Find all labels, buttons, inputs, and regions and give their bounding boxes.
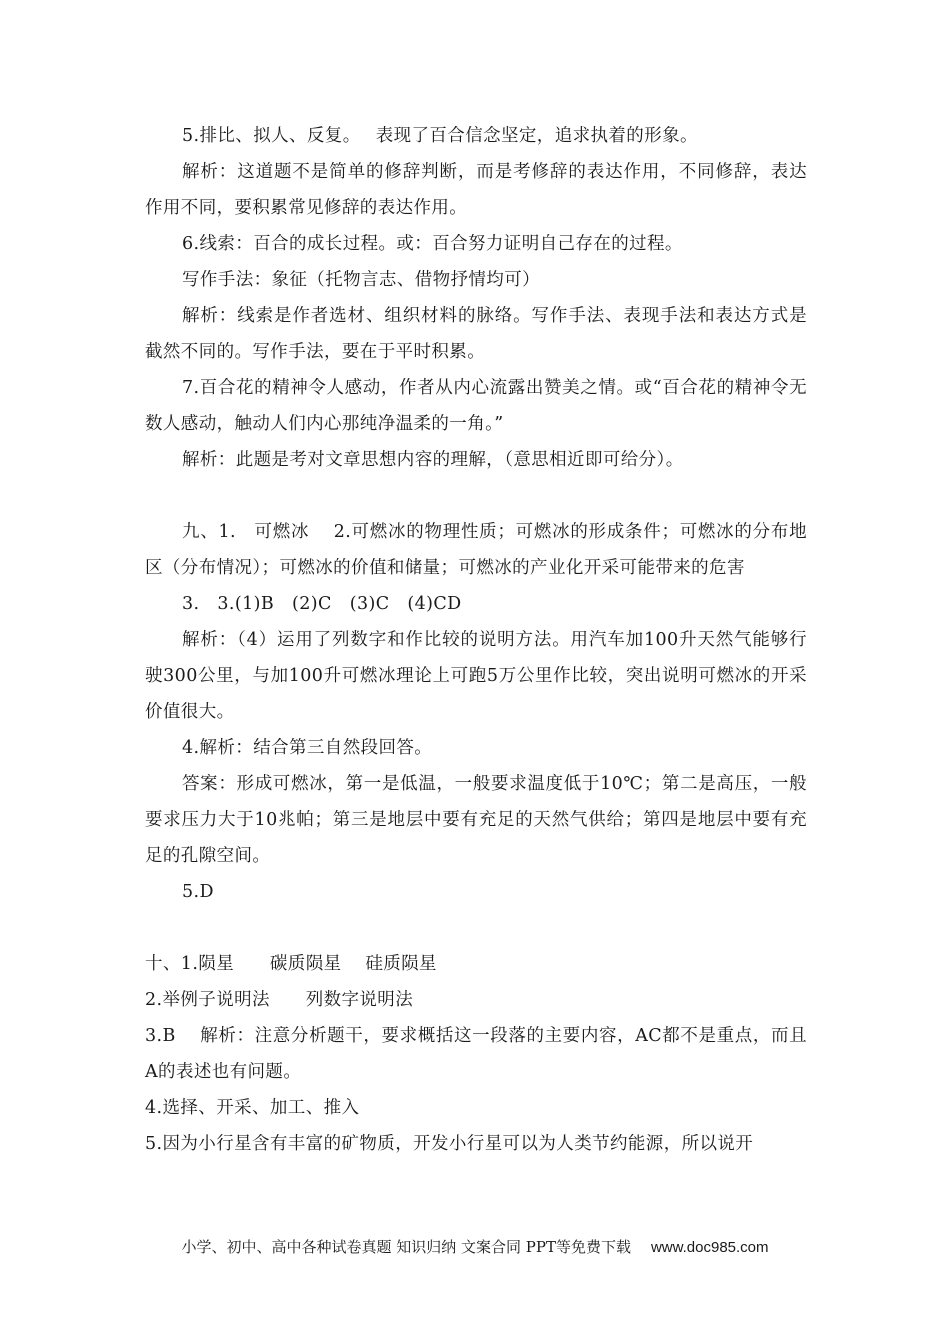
paragraph: 解析：此题是考对文章思想内容的理解，（意思相近即可给分）。 xyxy=(182,450,684,470)
paragraph: 九、1. 可燃冰 2.可燃冰的物理性质；可燃冰的形成条件；可燃冰的分布地区（分布情况）；可燃冰的价值和储量；可燃冰的产业化开采可能带来的危害 xyxy=(145,522,807,578)
paragraph: 解析：这道题不是简单的修辞判断，而是考修辞的表达作用，不同修辞，表达作用不同，要积累常见修辞的表达作用。 xyxy=(145,162,807,218)
paragraph: 5.排比、拟人、反复。 表现了百合信念坚定，追求执着的形象。 xyxy=(182,126,698,146)
paragraph: 3.B 解析：注意分析题干，要求概括这一段落的主要内容，AC都不是重点，而且A的表述也有问题。 xyxy=(145,1026,807,1082)
paragraph: 4.选择、开采、加工、推入 xyxy=(145,1098,360,1118)
footer-text: 小学、初中、高中各种试卷真题 知识归纳 文案合同 PPT等免费下载 xyxy=(181,1238,631,1256)
paragraph: 十、1.陨星 碳质陨星 硅质陨星 xyxy=(145,954,437,974)
footer-url[interactable]: www.doc985.com xyxy=(650,1239,769,1256)
section-spacer xyxy=(145,478,807,514)
paragraph: 3. 3.(1)B (2)C (3)C (4)CD xyxy=(182,594,462,614)
paragraph: 答案：形成可燃冰，第一是低温，一般要求温度低于10℃；第二是高压，一般要求压力大于10兆帕；第三是地层中要有充足的天然气供给；第四是地层中要有充足的孔隙空间。 xyxy=(145,774,807,866)
answer-text-body xyxy=(145,118,807,1162)
section-spacer xyxy=(145,910,807,946)
paragraph: 写作手法：象征（托物言志、借物抒情均可） xyxy=(182,270,540,290)
page-footer xyxy=(0,1236,950,1257)
paragraph: 解析：（4）运用了列数字和作比较的说明方法。用汽车加100升天然气能够行驶300公里，与加100升可燃冰理论上可跑5万公里作比较，突出说明可燃冰的开采价值很大。 xyxy=(145,630,807,722)
paragraph: 解析：线索是作者选材、组织材料的脉络。写作手法、表现手法和表达方式是截然不同的。写作手法，要在于平时积累。 xyxy=(145,306,807,362)
paragraph: 5.因为小行星含有丰富的矿物质，开发小行星可以为人类节约能源，所以说开 xyxy=(145,1134,754,1154)
paragraph: 5.D xyxy=(182,882,214,902)
paragraph: 6.线索：百合的成长过程。或：百合努力证明自己存在的过程。 xyxy=(182,234,683,254)
paragraph: 4.解析：结合第三自然段回答。 xyxy=(182,738,433,758)
paragraph: 2.举例子说明法 列数字说明法 xyxy=(145,990,414,1010)
paragraph: 7.百合花的精神令人感动，作者从内心流露出赞美之情。或“百合花的精神令无数人感动，触动人们内心那纯净温柔的一角。” xyxy=(145,378,807,434)
